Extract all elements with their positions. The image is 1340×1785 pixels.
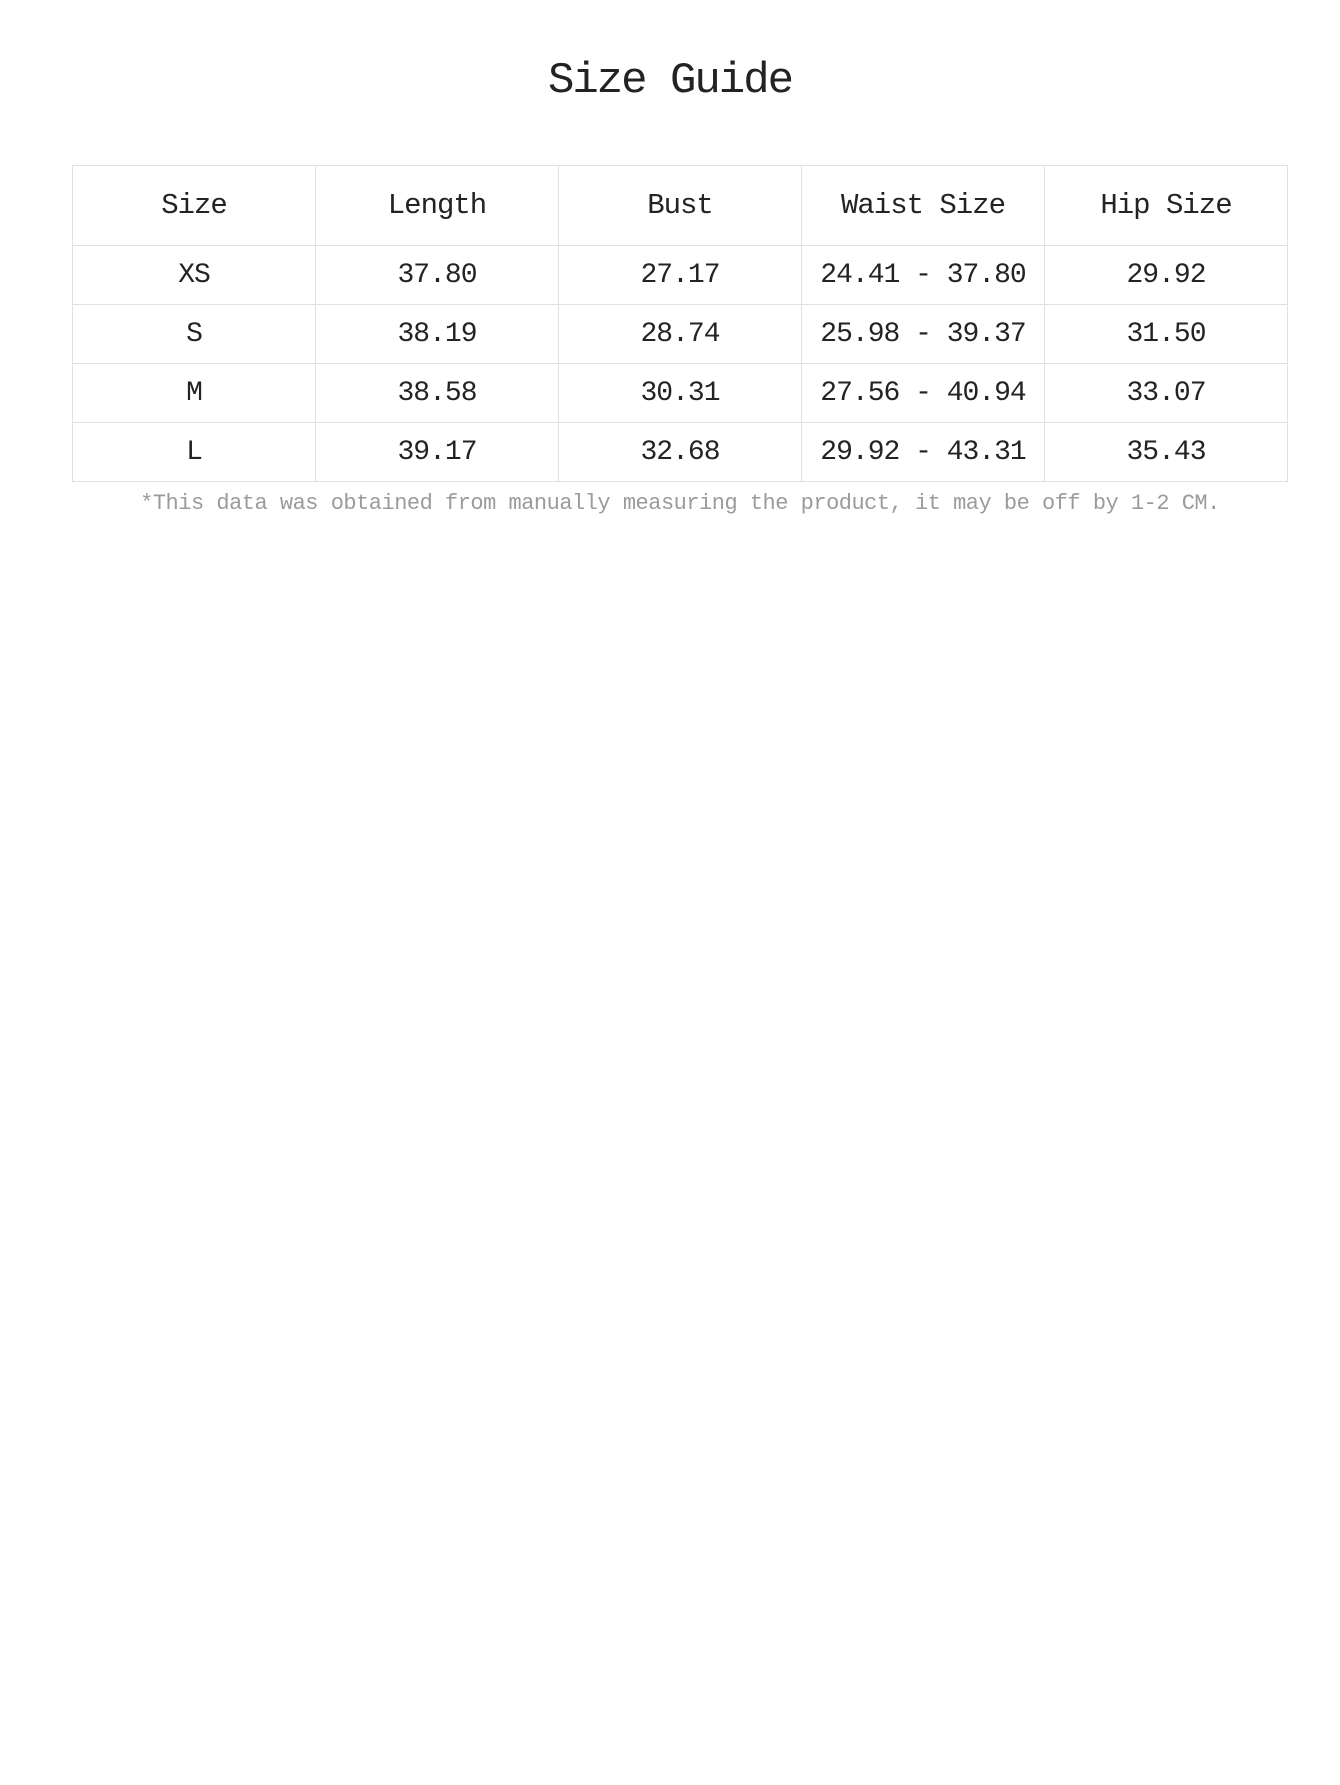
cell-length: 37.80 <box>316 246 559 305</box>
cell-hip: 31.50 <box>1045 305 1288 364</box>
cell-size: S <box>73 305 316 364</box>
table-row-l <box>73 423 1288 482</box>
cell-length: 39.17 <box>316 423 559 482</box>
cell-length: 38.19 <box>316 305 559 364</box>
column-header-waist: Waist Size <box>802 166 1045 246</box>
cell-size: XS <box>73 246 316 305</box>
cell-waist: 27.56 - 40.94 <box>802 364 1045 423</box>
cell-bust: 28.74 <box>559 305 802 364</box>
cell-size: M <box>73 364 316 423</box>
column-header-hip: Hip Size <box>1045 166 1288 246</box>
cell-length: 38.58 <box>316 364 559 423</box>
table-row-s <box>73 305 1288 364</box>
cell-bust: 30.31 <box>559 364 802 423</box>
size-chart-table <box>72 165 1288 482</box>
cell-waist: 24.41 - 37.80 <box>802 246 1045 305</box>
table-header-row <box>73 166 1288 246</box>
cell-bust: 27.17 <box>559 246 802 305</box>
cell-waist: 25.98 - 39.37 <box>802 305 1045 364</box>
table-row-m <box>73 364 1288 423</box>
cell-size: L <box>73 423 316 482</box>
column-header-length: Length <box>316 166 559 246</box>
size-chart-header <box>73 166 1288 246</box>
cell-hip: 33.07 <box>1045 364 1288 423</box>
cell-waist: 29.92 - 43.31 <box>802 423 1045 482</box>
column-header-bust: Bust <box>559 166 802 246</box>
size-chart-body <box>73 246 1288 482</box>
cell-bust: 32.68 <box>559 423 802 482</box>
page-title: Size Guide <box>547 56 793 106</box>
cell-hip: 35.43 <box>1045 423 1288 482</box>
cell-hip: 29.92 <box>1045 246 1288 305</box>
table-row-xs <box>73 246 1288 305</box>
column-header-size: Size <box>73 166 316 246</box>
measurement-disclaimer: *This data was obtained from manually measuring the product, it may be off by 1-2 CM. <box>140 491 1220 516</box>
